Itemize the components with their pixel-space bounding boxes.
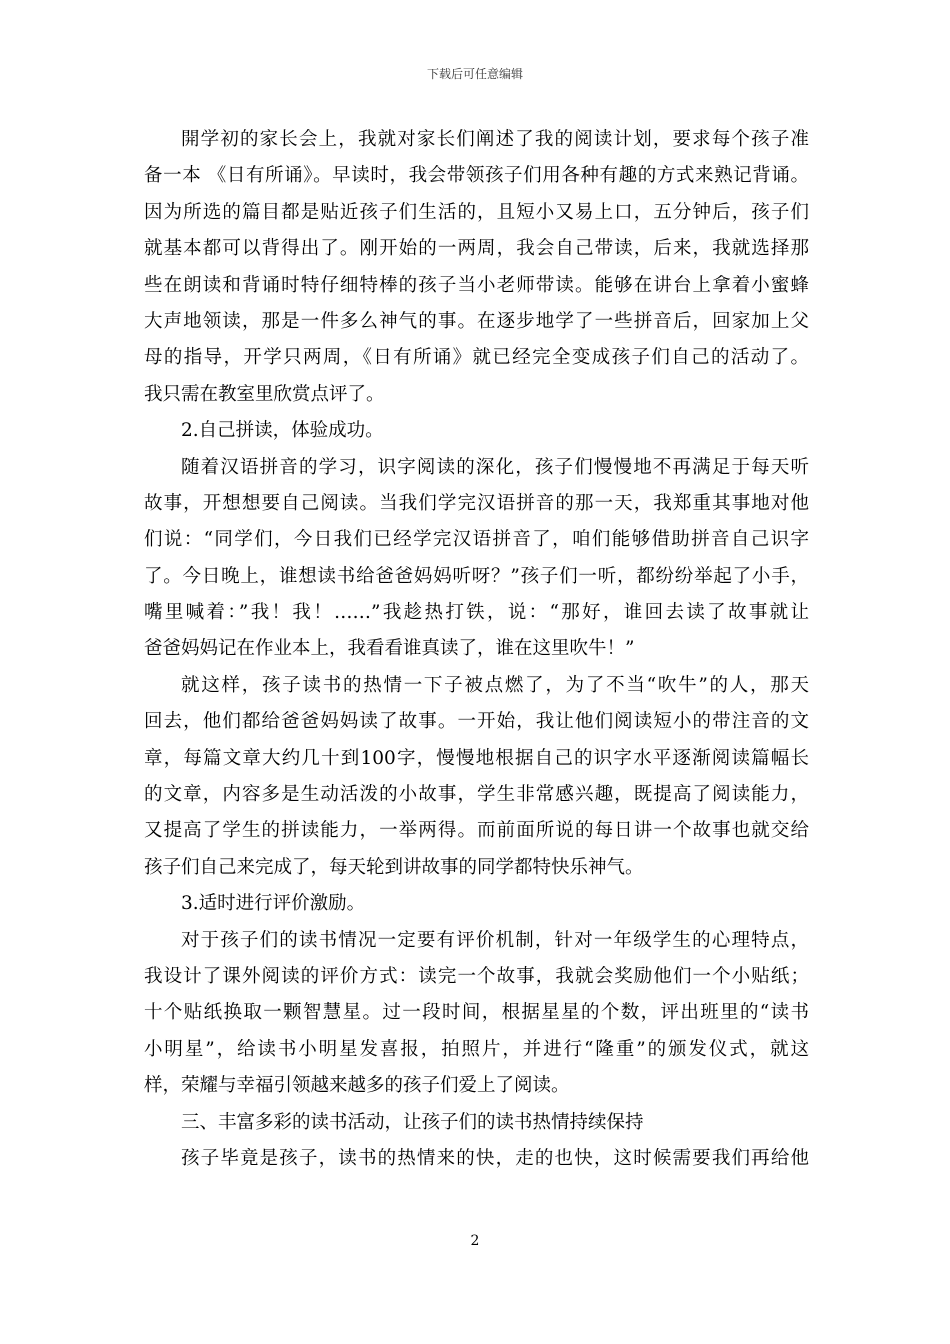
- text-line: 们说：“同学们，今日我们已经学完汉语拼音了，咱们能够借助拼音自己识字: [144, 529, 809, 551]
- header-text: 下载后可任意编辑: [426, 67, 523, 81]
- heading-self-reading: [144, 413, 809, 449]
- text-line: 2.自己拼读，体验成功。: [181, 420, 384, 442]
- heading-evaluation: [144, 886, 809, 922]
- document-body: [144, 122, 809, 1177]
- text-line: 些在朗读和背诵时特仔细特棒的孩子当小老师带读。能够在讲台上拿着小蜜蜂: [144, 274, 809, 296]
- text-line: 因为所选的篇目都是贴近孩子们生活的，且短小又易上口，五分钟后，孩子们: [144, 201, 809, 223]
- text-line: 对于孩子们的读书情况一定要有评价机制，针对一年级学生的心理特点，: [181, 929, 809, 951]
- text-line: 章，每篇文章大约几十到100字，慢慢地根据自己的识字水平逐渐阅读篇幅长: [144, 747, 809, 769]
- page-number-text: 2: [470, 1233, 480, 1249]
- text-line: 就这样，孩子读书的热情一下子被点燃了，为了不当“吹牛”的人，那天: [181, 674, 809, 696]
- text-line: 的文章，内容多是生动活泼的小故事，学生非常感兴趣，既提高了阅读能力，: [144, 784, 809, 806]
- text-line: 母的指导，开学只两周，《日有所诵》就已经完全变成孩子们自己的活动了。: [144, 347, 809, 369]
- text-line: 故事，开想想要自己阅读。当我们学完汉语拼音的那一天，我郑重其事地对他: [144, 492, 809, 514]
- text-line: 孩子毕竟是孩子，读书的热情来的快，走的也快，这时候需要我们再给他: [181, 1147, 809, 1169]
- text-line: 就基本都可以背得出了。刚开始的一两周，我会自己带读，后来，我就选择那: [144, 238, 809, 260]
- text-line: 孩子们自己来完成了，每天轮到讲故事的同学都特快乐神气。: [144, 856, 644, 878]
- text-line: 我只需在教室里欣赏点评了。: [144, 383, 385, 405]
- paragraph-4: [144, 923, 809, 1105]
- text-line: 备一本 《日有所诵》。早读时，我会带领孩子们用各种有趣的方式来熟记背诵。: [144, 165, 809, 187]
- text-line: 大声地领读，那是一件多么神气的事。在逐步地学了一些拼音后，回家加上父: [144, 310, 809, 332]
- paragraph-2: [144, 450, 809, 668]
- text-line: 样，荣耀与幸福引领越来越多的孩子们爱上了阅读。: [144, 1075, 570, 1097]
- text-line: 嘴里喊着：”我！我！……”我趁热打铁，说：“那好，谁回去读了故事就让: [144, 602, 809, 624]
- text-line: 爸爸妈妈记在作业本上，我看看谁真读了，谁在这里吹牛！”: [144, 638, 635, 660]
- heading-section-three: [144, 1105, 809, 1141]
- paragraph-1: [144, 122, 809, 413]
- text-line: 三、丰富多彩的读书活动，让孩子们的读书热情持续保持: [181, 1111, 644, 1133]
- text-line: 随着汉语拼音的学习，识字阅读的深化，孩子们慢慢地不再满足于每天听: [181, 456, 809, 478]
- text-line: 開学初的家长会上，我就对家长们阐述了我的阅读计划，要求每个孩子准: [181, 129, 809, 150]
- paragraph-5: [144, 1141, 809, 1177]
- paragraph-3: [144, 668, 809, 886]
- text-line: 我设计了课外阅读的评价方式：读完一个故事，我就会奖励他们一个小贴纸；: [144, 965, 809, 987]
- text-line: 3.适时进行评价激励。: [181, 893, 366, 915]
- text-line: 又提高了学生的拼读能力，一举两得。而前面所说的每日讲一个故事也就交给: [144, 820, 809, 842]
- text-line: 回去，他们都给爸爸妈妈读了故事。一开始，我让他们阅读短小的带注音的文: [144, 711, 809, 733]
- page-header: [0, 66, 950, 82]
- text-line: 十个贴纸换取一颗智慧星。过一段时间，根据星星的个数，评出班里的“读书: [144, 1002, 809, 1024]
- text-line: 了。今日晚上，谁想读书给爸爸妈妈听呀？”孩子们一听，都纷纷举起了小手，: [144, 565, 809, 587]
- text-line: 小明星”，给读书小明星发喜报，拍照片，并进行“隆重”的颁发仪式，就这: [144, 1038, 809, 1060]
- page-number: [0, 1232, 950, 1250]
